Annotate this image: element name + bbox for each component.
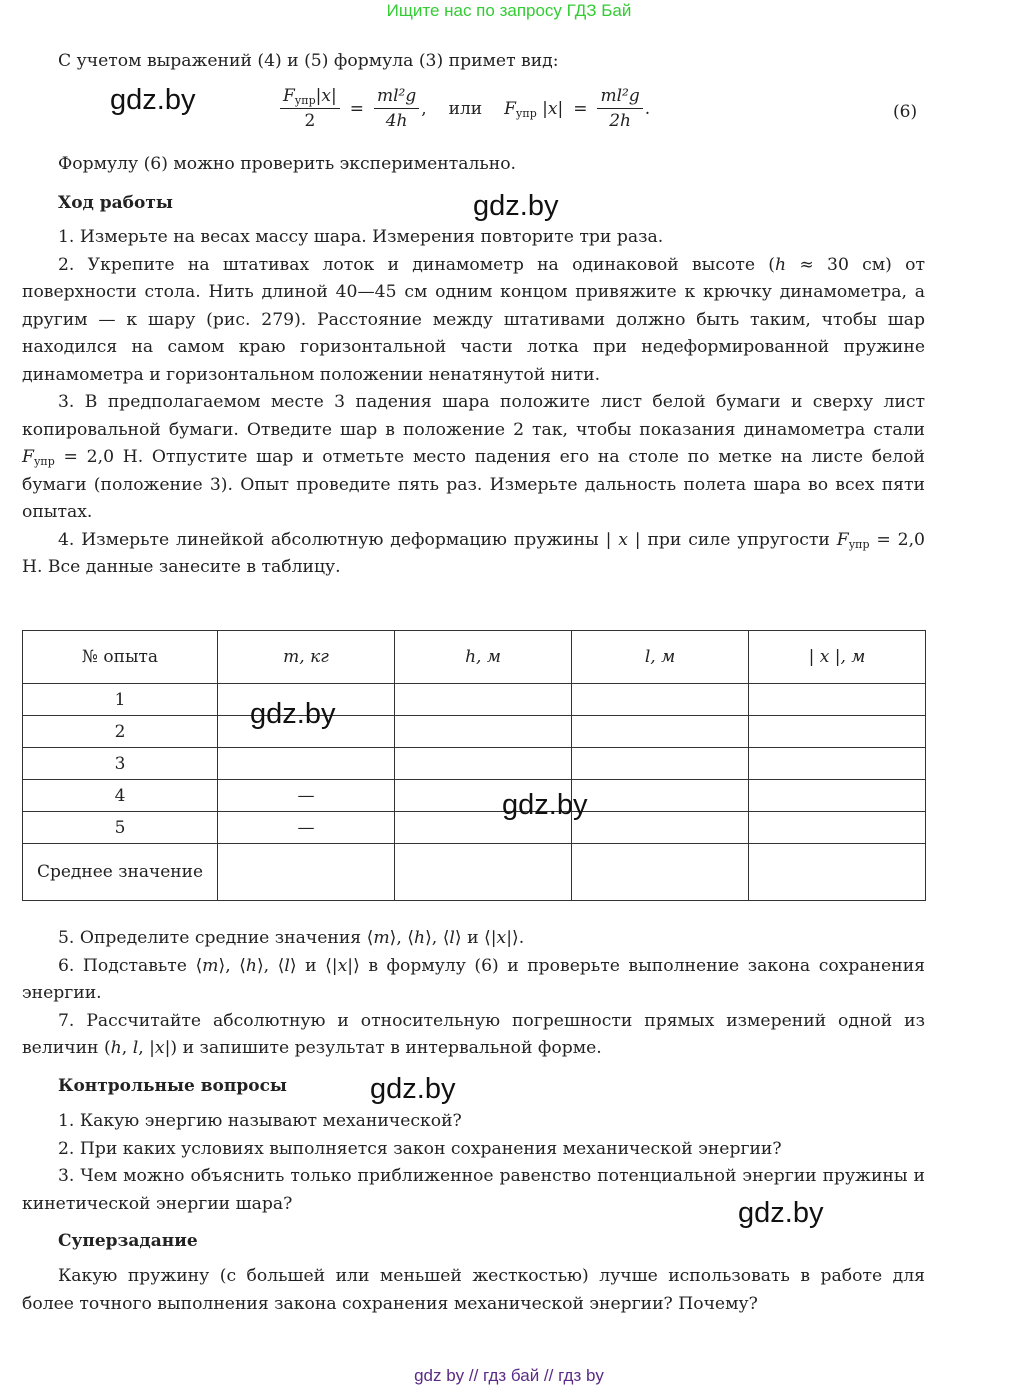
variable: x: [154, 1038, 165, 1058]
table-cell: [749, 684, 926, 716]
list-item: [22, 953, 925, 1008]
table-cell: [572, 748, 749, 780]
text-segment: 7. Рассчитайте абсолютную и относительную погрешности прямых измерений одной из величин (: [22, 1010, 925, 1058]
text-segment: ⟩, ⟨: [218, 955, 246, 976]
period: .: [644, 98, 651, 119]
text-segment: = 2,0 Н. Отпустите шар и отметьте место падения его на столе по метке на листе белой бумаги (положение 3). Опыт проведите пять раз. Измерьте дальность полета шара во всех пяти опытах.: [22, 447, 925, 522]
text-segment: 5. Определите средние значения ⟨: [58, 928, 374, 948]
list-item: [22, 1263, 925, 1318]
variable: F: [22, 447, 34, 467]
table-cell: 4: [23, 780, 218, 812]
text-segment: 3. Чем можно объяснить только приближенное равенство потенциальной энергии пружины и кинетической энергии шара?: [22, 1166, 925, 1214]
table-cell: [572, 812, 749, 844]
numerator: ml²g: [597, 86, 642, 109]
table-cell: 5: [23, 812, 218, 844]
table-row: [23, 812, 926, 844]
variable: x: [496, 928, 507, 948]
table-cell: [749, 748, 926, 780]
list-item: [22, 224, 925, 252]
text-segment: ⟩ и ⟨|: [289, 955, 338, 976]
footer-links[interactable]: gdz by // гдз бай // гдз by: [414, 1366, 604, 1385]
intro-text: [22, 48, 925, 76]
table-cell: [395, 684, 572, 716]
list-item: [22, 527, 925, 582]
denominator: 2: [304, 111, 316, 131]
abs-x: |x|: [315, 86, 337, 106]
subscript: упр: [294, 94, 316, 107]
variable: h: [110, 1038, 122, 1058]
table-cell: [572, 780, 749, 812]
table-cell: 2: [23, 716, 218, 748]
super-heading: Суперзадание: [58, 1231, 198, 1251]
table-cell: [572, 684, 749, 716]
table-row: [23, 684, 926, 716]
table-cell: [218, 844, 395, 901]
equals: =: [349, 98, 364, 119]
column-header: m, кг: [218, 631, 395, 684]
intro-paragraph: С учетом выражений (4) и (5) формула (3) примет вид:: [58, 51, 559, 71]
super-text: [22, 1263, 925, 1318]
variable: m: [373, 928, 390, 948]
table-cell: [572, 844, 749, 901]
check-paragraph: Формулу (6) можно проверить экспериментально.: [58, 154, 517, 174]
text-segment: , |: [138, 1038, 155, 1058]
watermark: gdz.by: [502, 789, 588, 821]
watermark: gdz.by: [370, 1073, 456, 1105]
watermark: gdz.by: [738, 1197, 824, 1229]
table-row: [23, 780, 926, 812]
watermark: gdz.by: [473, 190, 559, 222]
text-segment: 2. Укрепите на штативах лоток и динамометр на одинаковой высоте (: [58, 254, 775, 275]
comma: ,: [421, 98, 427, 119]
text-segment: Какую пружину (с большей или меньшей жесткостью) лучше использовать в работе для более точного выполнения закона сохранения механической энергии? Почему?: [22, 1266, 925, 1314]
fraction: [374, 86, 419, 131]
variable: h: [775, 254, 787, 275]
search-banner[interactable]: Ищите нас по запросу ГДЗ Бай: [386, 1, 632, 20]
text-segment: ⟩ и ⟨|: [454, 928, 497, 948]
numerator: ml²g: [374, 86, 419, 109]
variable: h: [245, 955, 257, 976]
table-cell: 1: [23, 684, 218, 716]
or-word: или: [448, 98, 483, 119]
table-cell: 3: [23, 748, 218, 780]
denominator: 4h: [385, 111, 408, 131]
text-segment: ⟩, ⟨: [425, 928, 450, 948]
text-segment: 6. Подставьте ⟨: [58, 955, 203, 976]
text-segment: 3. В предполагаемом месте 3 падения шара положите лист белой бумаги и сверху лист копировальной бумаги. Отведите шар в положение 2 так, чтобы показания динамометра стали: [22, 392, 925, 440]
steps-list: [22, 224, 925, 582]
watermark: gdz.by: [250, 698, 336, 730]
formula-6: [280, 86, 650, 131]
text-segment: 4. Измерьте линейкой абсолютную деформацию пружины |: [58, 529, 619, 550]
questions-heading: Контрольные вопросы: [58, 1076, 287, 1096]
variable: h: [413, 928, 426, 948]
watermark: gdz.by: [110, 84, 196, 116]
text-segment: 2. При каких условиях выполняется закон сохранения механической энергии?: [58, 1138, 782, 1159]
abs-x: |x|: [542, 98, 564, 119]
equals: =: [573, 98, 588, 119]
variable: l: [449, 928, 455, 948]
fraction: [280, 86, 340, 131]
table-cell: [749, 844, 926, 901]
variable: l: [284, 955, 290, 976]
text-segment: |⟩ в формулу (6) и проверьте выполнение закона сохранения энергии.: [22, 955, 925, 1003]
work-heading: Ход работы: [58, 193, 173, 213]
table-cell: [395, 748, 572, 780]
list-item: [22, 389, 925, 527]
text-segment: = 2,0 Н. Все данные занесите в таблицу.: [22, 529, 925, 577]
table-cell: —: [218, 780, 395, 812]
text-segment: ,: [121, 1038, 133, 1058]
list-item: [22, 1136, 925, 1164]
text-segment: |⟩.: [506, 928, 525, 948]
variable: x: [337, 955, 348, 976]
table-cell: [572, 716, 749, 748]
list-item: [22, 1008, 925, 1063]
table-cell: [749, 716, 926, 748]
text-segment: | при силе упругости: [627, 529, 837, 550]
text-segment: 1. Измерьте на весах массу шара. Измерения повторите три раза.: [58, 227, 664, 247]
f-symbol: F: [283, 86, 295, 106]
table-cell: [749, 812, 926, 844]
results-table: [22, 630, 926, 901]
denominator: 2h: [609, 111, 631, 131]
column-header: № опыта: [23, 631, 218, 684]
text-segment: ≈ 30 см) от поверхности стола. Нить длиной 40—45 см одним концом привяжите к крючку динамометра, а другим — к шару (рис. 279). Расстояние между штативами должно быть таким, чтобы шар находился на самом краю горизонтальной части лотка при недеформированной пружине динамометра и горизонтальном положении ненатянутой нити.: [22, 254, 926, 385]
column-header: l, м: [572, 631, 749, 684]
check-text: [22, 151, 925, 179]
table-cell: [218, 748, 395, 780]
subscript: упр: [848, 537, 870, 551]
f-symbol: F: [504, 98, 516, 119]
table-row: [23, 716, 926, 748]
table-cell: —: [218, 812, 395, 844]
fraction: [597, 86, 642, 131]
text-segment: ⟩, ⟨: [256, 955, 285, 976]
list-item: [22, 252, 925, 390]
variable: l: [132, 1038, 139, 1058]
table-cell: [749, 780, 926, 812]
subscript: упр: [515, 106, 537, 120]
table-cell: [395, 844, 572, 901]
text-segment: 1. Какую энергию называют механической?: [58, 1111, 462, 1131]
list-item: [22, 925, 925, 953]
variable: x: [618, 529, 628, 550]
table-cell: Среднее значение: [23, 844, 218, 901]
steps-list-2: [22, 925, 925, 1063]
table-row: [23, 748, 926, 780]
text-segment: ⟩, ⟨: [389, 928, 414, 948]
column-header: | x |, м: [749, 631, 926, 684]
column-header: h, м: [395, 631, 572, 684]
variable: F: [836, 529, 849, 550]
table-cell: [395, 716, 572, 748]
list-item: [22, 1108, 925, 1136]
variable: m: [202, 955, 219, 976]
table-row: [23, 844, 926, 901]
subscript: упр: [33, 455, 55, 468]
text-segment: |) и запишите результат в интервальной форме.: [164, 1038, 602, 1058]
equation-number: (6): [893, 102, 918, 122]
